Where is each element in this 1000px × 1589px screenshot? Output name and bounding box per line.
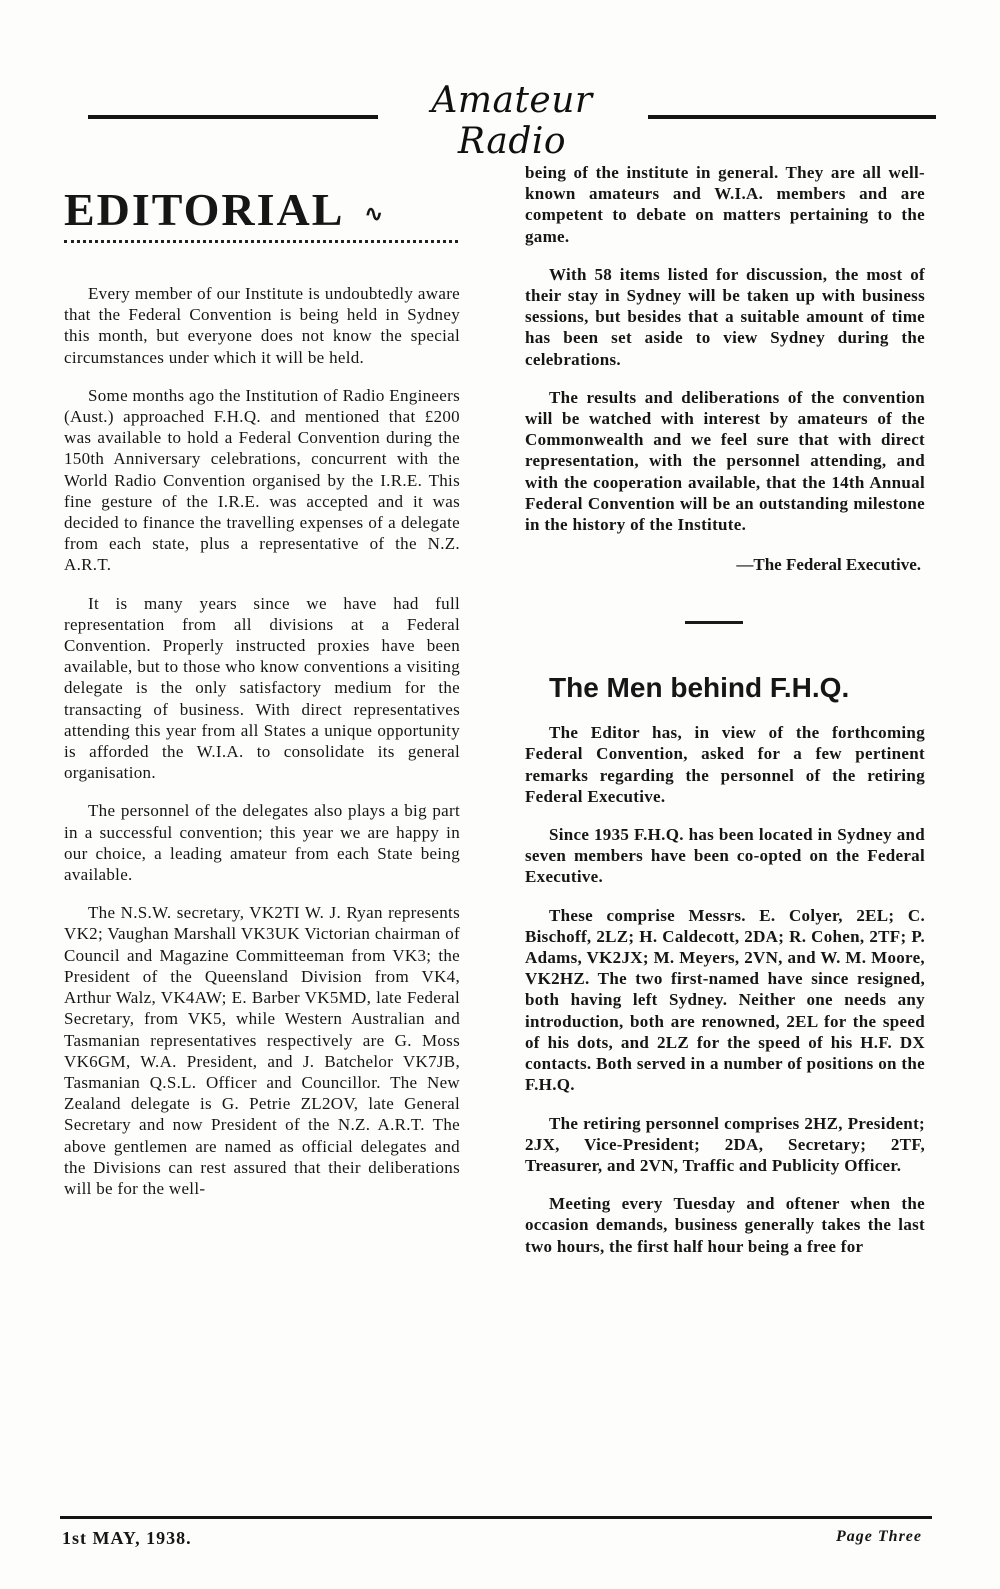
editorial-title xyxy=(64,182,460,238)
men-behind-paragraph-3: These comprise Messrs. E. Colyer, 2EL; C. Bischoff, 2LZ; H. Caldecott, 2DA; R. Cohen, 2TF; P. Adams, VK2JX; M. Meyers, 2VN, and W. M. Moore, VK2HZ. The two first-named have since resigned, both having left Sydney. Neither one needs any introduction, both are renowned, 2EL for the speed of his dots, and 2LZ for the speed of his H.F. DX contacts. Both served in a number of positions on the F.H.Q. xyxy=(525,905,925,1095)
editorial-paragraph-5: The N.S.W. secretary, VK2TI W. J. Ryan represents VK2; Vaughan Marshall VK3UK Victorian chairman of Council and Magazine Committeeman from VK3; the President of the Queensland Division from VK4, Arthur Walz, VK4AW; E. Barber VK5MD, late Federal Secretary, from VK5, while Western Australian and Tasmanian representatives respectively are G. Moss VK6GM, W.A. President, and J. Batchelor VK7JB, Tasmanian Q.S.L. Officer and Councillor. The New Zealand delegate is G. Petrie ZL2OV, late General Secretary and now President of the N.Z. A.R.T. The above gentlemen are named as official delegates and the Divisions can rest assured that their deliberations will be for the well- xyxy=(64,903,460,1198)
men-behind-heading: The Men behind F.H.Q. xyxy=(549,672,850,704)
men-behind-paragraph-1: The Editor has, in view of the forthcoming Federal Convention, asked for a few pertinent remarks regarding the personnel of the retiring Federal Executive. xyxy=(525,723,925,806)
editorial-dotted-rule xyxy=(64,240,458,243)
masthead xyxy=(88,80,936,162)
masthead-title: Amateur Radio xyxy=(431,80,593,162)
masthead-rule-left xyxy=(88,115,378,119)
editorial-continued-paragraph-1: being of the institute in general. They are all well-known amateurs and W.I.A. members and are competent to debate on matters pertaining to the game. xyxy=(525,163,925,246)
editorial-signature: —The Federal Executive. xyxy=(736,555,921,575)
editorial-continued-paragraph-3: The results and deliberations of the convention will be watched with interest by amateurs of the Commonwealth and we feel sure that with direct representation, with the personnel attending, and with the cooperation available, that the 14th Annual Federal Convention will be an outstanding milestone in the history of the Institute. xyxy=(525,387,925,535)
section-divider xyxy=(685,621,743,624)
editorial-paragraph-2: Some months ago the Institution of Radio Engineers (Aust.) approached F.H.Q. and mentioned that £200 was available to hold a Federal Convention during the 150th Anniversary celebrations, concurrent with the World Radio Convention organised by the I.R.E. This fine gesture of the I.R.E. was accepted and it was decided to finance the travelling expenses of a delegate from each state, plus a representative of the N.Z. A.R.T. xyxy=(64,385,460,575)
footer-rule xyxy=(60,1516,932,1519)
footer-page-number: Page Three xyxy=(836,1528,922,1545)
editorial-title-text: EDITORIAL xyxy=(64,184,345,235)
left-column xyxy=(64,162,460,1216)
men-behind-paragraph-5: Meeting every Tuesday and oftener when the occasion demands, business generally takes the last two hours, the first half hour being a free for xyxy=(525,1194,925,1256)
editorial-paragraph-4: The personnel of the delegates also plays a big part in a successful convention; this year we are happy in our choice, a leading amateur from each State being available. xyxy=(64,801,460,885)
flourish-ornament-icon: ∿ xyxy=(364,201,385,227)
footer-date: 1st MAY, 1938. xyxy=(62,1528,192,1548)
editorial-continued-paragraph-2: With 58 items listed for discussion, the most of their stay in Sydney will be taken up with business sessions, but besides that a suitable amount of time has been set aside to view Sydney during the celebrations. xyxy=(525,264,925,369)
right-column xyxy=(525,162,925,1274)
masthead-rule-right xyxy=(648,115,936,119)
editorial-paragraph-1: Every member of our Institute is undoubtedly aware that the Federal Convention is being held in Sydney this month, but everyone does not know the special circumstances under which it will be held. xyxy=(64,284,460,367)
men-behind-paragraph-4: The retiring personnel comprises 2HZ, President; 2JX, Vice-President; 2DA, Secretary; 2TF, Treasurer, and 2VN, Traffic and Publicity Officer. xyxy=(525,1113,925,1175)
editorial-paragraph-3: It is many years since we have had full representation from all divisions at a Federal Convention. Properly instructed proxies have been available, but to those who know conventions a visiting delegate is the only satisfactory medium for the transacting of business. With direct representatives attending this year from all States a unique opportunity is afforded the W.I.A. to consolidate its general organisation. xyxy=(64,593,460,783)
men-behind-paragraph-2: Since 1935 F.H.Q. has been located in Sydney and seven members have been co-opted on the Federal Executive. xyxy=(525,825,925,887)
